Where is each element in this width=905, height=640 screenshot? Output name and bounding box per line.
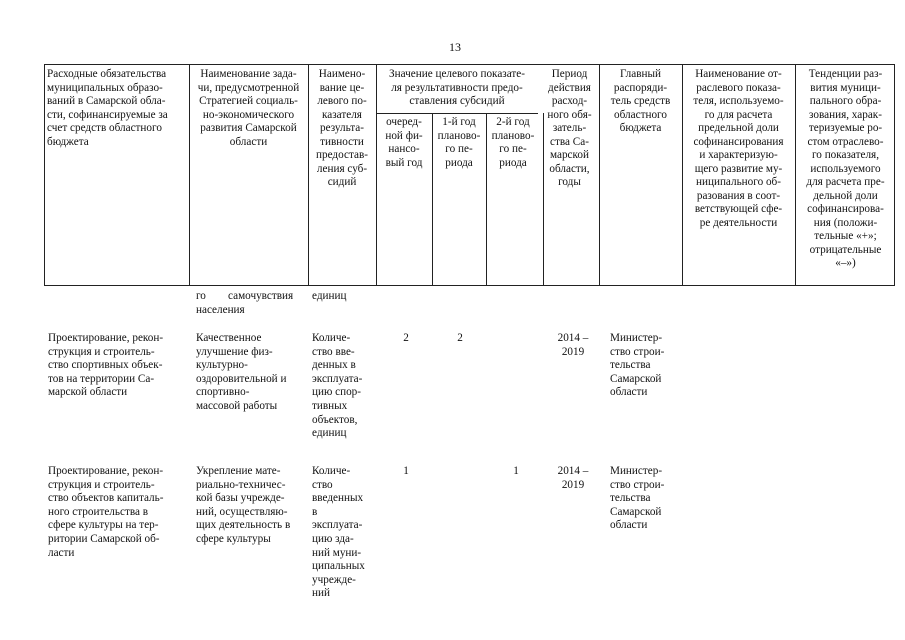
row1-task <box>196 332 304 414</box>
text-line: 2-й год <box>496 116 530 128</box>
text-line: планово- <box>437 129 481 142</box>
text-line: результа- <box>320 122 364 134</box>
header-planning-year-1 <box>432 115 486 171</box>
text-line: развития Самарской <box>200 122 297 134</box>
text-line: ство строи- <box>610 478 665 491</box>
text-line: ления суб- <box>316 162 368 175</box>
text-line: областного <box>614 108 667 121</box>
continuation-text-d: населения <box>196 304 245 316</box>
text-line: Проектирование, рекон- <box>48 465 164 477</box>
text-line: области <box>610 519 648 532</box>
text-line: стом отраслево- <box>807 135 884 148</box>
text-line: разования в соот- <box>696 189 781 202</box>
text-line: ниципального об- <box>696 176 781 188</box>
text-line: 1-й год <box>442 116 476 128</box>
text-line: зования, харак- <box>809 108 882 121</box>
text-line: отрицательные <box>809 243 882 256</box>
text-line: цию спор- <box>312 386 361 399</box>
text-line: Стратегией социаль- <box>199 95 298 107</box>
header-trends <box>795 67 896 272</box>
text-line: Министер- <box>610 465 663 477</box>
text-line: улучшение физ- <box>196 345 273 358</box>
text-line: Наименование зада- <box>200 68 297 80</box>
text-line: оздоровительной и <box>196 372 287 385</box>
text-line: расход- <box>551 95 588 107</box>
text-line: введенных в <box>312 492 364 518</box>
text-line: Министер- <box>610 332 663 344</box>
header-obligations <box>45 67 189 150</box>
text-line: эксплуата- <box>312 372 363 385</box>
text-line: объектов, <box>312 413 358 426</box>
text-line: риально-техничес- <box>196 478 286 491</box>
text-line: распоряди- <box>613 81 668 94</box>
row2-task <box>196 465 304 547</box>
row1-manager <box>610 332 674 400</box>
text-line: Наименование от- <box>695 68 782 80</box>
text-line: тивности <box>320 135 364 148</box>
text-line: Тенденции раз- <box>808 68 883 80</box>
header-sector-indicator <box>682 67 795 231</box>
text-line: ласти <box>48 546 75 559</box>
header-indicator <box>308 67 376 191</box>
text-line: марской <box>550 149 589 161</box>
text-line: тельные «+»; <box>814 230 877 242</box>
text-line: го пе- <box>499 143 527 155</box>
text-line: Количе- <box>312 465 351 477</box>
continuation-text-a: го <box>196 290 206 302</box>
text-line: вый год <box>385 156 423 169</box>
text-line: ство спортивных объек- <box>48 359 163 372</box>
row2-indicator <box>312 465 370 601</box>
text-line: щих деятельность в <box>196 519 291 532</box>
text-line: годы <box>558 176 581 188</box>
text-line: бюджета <box>47 135 89 148</box>
text-line: ре деятельности <box>699 216 778 229</box>
text-line: бюджета <box>619 122 662 134</box>
text-line: кой базы учрежде- <box>196 492 285 505</box>
text-line: затель- <box>552 122 587 134</box>
text-line: сфере культуры <box>196 532 271 545</box>
text-line: чи, предусмотренной <box>197 81 300 94</box>
text-line: тельства <box>610 359 651 372</box>
header-period <box>540 67 599 191</box>
header-planning-year-2 <box>486 115 540 171</box>
text-line: Наимено- <box>318 68 366 80</box>
header-current-year <box>376 115 432 171</box>
text-line: Проектирование, рекон- <box>48 332 164 344</box>
row2-manager <box>610 465 674 533</box>
row1-period <box>548 332 598 359</box>
text-line: тов на территории Са- <box>48 372 155 385</box>
text-line: единиц <box>312 427 347 440</box>
text-line: дельной доли <box>813 189 878 202</box>
text-line: сфере культуры на тер- <box>48 519 159 532</box>
text-line: 2014 – <box>557 465 589 477</box>
text-line: вития муници- <box>810 81 881 94</box>
text-line: предельной доли <box>698 122 779 134</box>
text-line: Качественное <box>196 332 262 344</box>
text-line: тель средств <box>610 95 671 107</box>
text-line: нансо- <box>388 143 420 155</box>
text-line: денных в <box>312 359 356 372</box>
text-line: области <box>229 135 268 148</box>
text-line: Значение целевого показате- <box>389 68 525 80</box>
text-line: тивных <box>312 399 348 412</box>
text-line: цию зда- <box>312 532 354 545</box>
text-line: ного обя- <box>547 108 592 121</box>
text-line: вание це- <box>319 81 365 94</box>
text-line: Укрепление мате- <box>196 465 281 477</box>
text-line: софинансирования <box>693 135 784 148</box>
text-line: струкция и строитель- <box>48 478 155 491</box>
header-target-values <box>376 67 538 110</box>
text-line: области <box>610 386 648 399</box>
text-line: ной фи- <box>385 129 423 142</box>
text-line: действия <box>548 81 591 94</box>
row2-value-current: 1 <box>403 465 409 477</box>
text-line: ства Са- <box>550 135 589 148</box>
text-line: эксплуата- <box>312 519 363 532</box>
text-line: счет средств областного <box>47 122 162 134</box>
row1-value-plan1: 2 <box>457 332 463 344</box>
text-line: ство вве- <box>312 345 355 358</box>
text-line: ставления субсидий <box>409 95 505 107</box>
page-number: 13 <box>449 40 461 54</box>
row2-obligation <box>48 465 186 560</box>
text-line: ного строительства в <box>48 505 149 518</box>
text-line: левого по- <box>317 95 367 107</box>
text-line: и характеризую- <box>699 149 778 161</box>
text-line: планово- <box>491 129 535 142</box>
text-line: массовой работы <box>196 399 278 412</box>
text-line: сидий <box>327 176 357 188</box>
text-line: ний <box>312 587 330 600</box>
text-line: ваний в Самарской обла- <box>47 95 166 107</box>
table-header <box>44 64 895 286</box>
text-line: сти, софинансируемые за <box>47 108 168 121</box>
text-line: софинансирова- <box>807 203 884 215</box>
text-line: Количе- <box>312 332 351 344</box>
text-line: используемого <box>810 162 881 175</box>
text-line: теризуемые ро- <box>808 122 883 134</box>
row1-indicator <box>312 332 370 441</box>
text-line: ритории Самарской об- <box>48 532 160 545</box>
text-line: Самарской <box>610 372 662 385</box>
text-line: муниципальных образо- <box>47 81 163 94</box>
text-line: культурно- <box>196 359 248 372</box>
header-manager <box>599 67 682 137</box>
row2-value-plan2: 1 <box>513 465 519 477</box>
text-line: ния (положи- <box>813 216 878 229</box>
text-line: го для расчета <box>704 108 773 121</box>
text-line: 2014 – <box>557 332 589 344</box>
text-line: струкция и строитель- <box>48 345 155 358</box>
text-line: раслевого показа- <box>696 81 781 94</box>
text-line: ство объектов капиталь- <box>48 492 164 505</box>
text-line: ство строи- <box>610 345 665 358</box>
text-line: области, <box>549 162 590 175</box>
continuation-text-c: единиц <box>312 290 347 302</box>
text-line: Главный <box>620 68 661 80</box>
text-line: теля, используемо- <box>693 95 784 107</box>
row1-obligation <box>48 332 186 400</box>
text-line: пального обра- <box>809 95 882 107</box>
header-task <box>189 67 308 150</box>
text-line: Период <box>551 68 588 80</box>
text-line: «–») <box>835 257 856 269</box>
row1-value-current: 2 <box>403 332 409 344</box>
text-line: ципальных <box>312 560 365 573</box>
text-line: 2019 <box>561 478 585 491</box>
text-line: казателя <box>322 108 362 121</box>
text-line: предостав- <box>316 149 368 161</box>
text-line: тельства <box>610 492 651 505</box>
row2-period <box>548 465 598 492</box>
text-line: Расходные обязательства <box>47 68 167 80</box>
text-line: но-экономического <box>202 108 295 121</box>
text-line: 2019 <box>561 345 585 358</box>
text-line: для расчета пре- <box>806 176 885 188</box>
text-line: ля результативности предо- <box>391 81 523 94</box>
text-line: спортивно- <box>196 386 250 399</box>
text-line: ветствующей сфе- <box>694 203 783 215</box>
text-line: риода <box>499 156 527 169</box>
text-line: ний, осуществляю- <box>196 505 288 518</box>
text-line: го показателя, <box>812 149 879 161</box>
continuation-text-b: самочувствия <box>228 290 294 302</box>
text-line: Самарской <box>610 505 662 518</box>
text-line: очеред- <box>386 116 422 128</box>
text-line: марской области <box>48 386 128 399</box>
text-line: учрежде- <box>312 573 356 586</box>
text-line: риода <box>445 156 473 169</box>
text-line: го пе- <box>445 143 473 155</box>
text-line: ство <box>312 478 333 491</box>
text-line: ний муни- <box>312 546 362 559</box>
text-line: щего развитие му- <box>694 162 783 175</box>
